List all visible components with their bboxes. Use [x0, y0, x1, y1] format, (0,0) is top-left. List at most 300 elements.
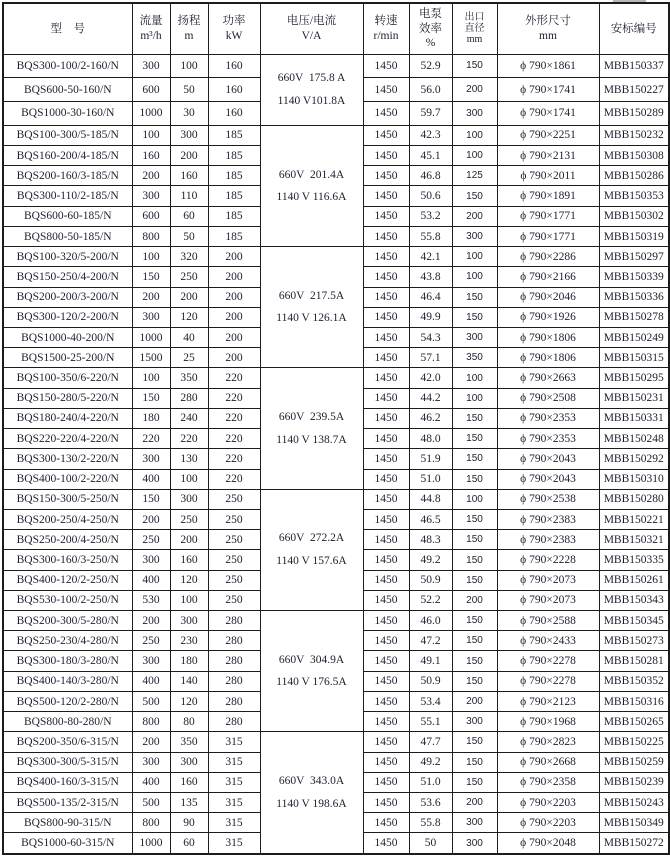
dimensions-cell: ϕ 790×2358	[497, 772, 599, 792]
speed-cell: 1450	[363, 550, 409, 570]
model-cell: BQS180-240/4-220/N	[3, 408, 132, 428]
head-cell: 320	[170, 247, 208, 267]
col-header-line: r/min	[373, 29, 399, 42]
dimensions-cell: ϕ 790×2353	[497, 408, 599, 428]
flow-cell: 800	[132, 226, 170, 246]
head-cell: 25	[170, 348, 208, 368]
col-header-line: 功率	[222, 15, 246, 28]
model-cell: BQS400-140/3-280/N	[3, 671, 132, 691]
efficiency-cell: 46.5	[409, 509, 452, 529]
model-cell: BQS150-250/4-200/N	[3, 267, 132, 287]
efficiency-cell: 53.6	[409, 793, 452, 813]
speed-cell: 1450	[363, 287, 409, 307]
dimensions-cell: ϕ 790×1806	[497, 327, 599, 347]
efficiency-cell: 55.8	[409, 813, 452, 833]
outlet-cell: 300	[452, 102, 497, 126]
voltage-line: 1140 V 176.5A	[276, 676, 347, 689]
outlet-cell: 150	[452, 408, 497, 428]
dimensions-cell: ϕ 790×1968	[497, 712, 599, 732]
efficiency-cell: 53.4	[409, 691, 452, 711]
col-header-line: 型 号	[50, 22, 85, 35]
flow-cell: 250	[132, 530, 170, 550]
model-cell: BQS1000-60-315/N	[3, 833, 132, 854]
flow-cell: 300	[132, 54, 170, 78]
power-cell: 200	[208, 327, 260, 347]
cert-cell: MBB150352	[599, 671, 669, 691]
col-header-line: 电压/电流	[286, 15, 337, 28]
outlet-cell: 300	[452, 813, 497, 833]
head-cell: 280	[170, 388, 208, 408]
head-cell: 100	[170, 590, 208, 610]
cert-cell: MBB150308	[599, 146, 669, 166]
head-cell: 110	[170, 186, 208, 206]
head-cell: 140	[170, 671, 208, 691]
flow-cell: 400	[132, 469, 170, 489]
outlet-cell: 100	[452, 267, 497, 287]
speed-cell: 1450	[363, 712, 409, 732]
head-cell: 80	[170, 712, 208, 732]
model-cell: BQS200-350/6-315/N	[3, 732, 132, 752]
model-cell: BQS800-50-185/N	[3, 226, 132, 246]
model-cell: BQS300-160/3-250/N	[3, 550, 132, 570]
voltage-line: 660V 343.0A	[278, 775, 345, 788]
col-header-efficiency	[409, 3, 452, 54]
col-header-line: 扬程	[177, 15, 201, 28]
voltage-current-cell	[260, 247, 363, 368]
model-cell: BQS300-180/3-280/N	[3, 651, 132, 671]
model-cell: BQS500-120/2-280/N	[3, 691, 132, 711]
table-row	[3, 732, 669, 752]
table-row	[3, 54, 669, 78]
cert-cell: MBB150297	[599, 247, 669, 267]
outlet-cell: 150	[452, 186, 497, 206]
model-cell: BQS800-80-280/N	[3, 712, 132, 732]
speed-cell: 1450	[363, 833, 409, 854]
outlet-cell: 150	[452, 530, 497, 550]
cert-cell: MBB150286	[599, 166, 669, 186]
dimensions-cell: ϕ 790×1741	[497, 102, 599, 126]
voltage-line: 660V 217.5A	[278, 289, 345, 302]
voltage-line: 1140 V101.8A	[277, 94, 346, 107]
col-header-line: %	[425, 36, 436, 49]
speed-cell: 1450	[363, 509, 409, 529]
efficiency-cell: 52.9	[409, 54, 452, 78]
outlet-cell: 100	[452, 388, 497, 408]
flow-cell: 400	[132, 772, 170, 792]
speed-cell: 1450	[363, 813, 409, 833]
col-header-line: 效率	[419, 22, 442, 35]
speed-cell: 1450	[363, 671, 409, 691]
power-cell: 250	[208, 570, 260, 590]
power-cell: 280	[208, 712, 260, 732]
voltage-line: 660V 304.9A	[278, 653, 345, 666]
model-cell: BQS100-300/5-185/N	[3, 125, 132, 145]
power-cell: 185	[208, 125, 260, 145]
outlet-cell: 150	[452, 732, 497, 752]
table-row	[3, 489, 669, 509]
col-header-cert	[599, 3, 669, 54]
outlet-cell: 150	[452, 54, 497, 78]
flow-cell: 200	[132, 732, 170, 752]
efficiency-cell: 46.4	[409, 287, 452, 307]
model-cell: BQS530-100/2-250/N	[3, 590, 132, 610]
speed-cell: 1450	[363, 590, 409, 610]
power-cell: 315	[208, 813, 260, 833]
table-row	[3, 368, 669, 388]
flow-cell: 500	[132, 691, 170, 711]
efficiency-cell: 51.9	[409, 449, 452, 469]
flow-cell: 600	[132, 206, 170, 226]
col-header-power	[208, 3, 260, 54]
model-cell: BQS150-280/5-220/N	[3, 388, 132, 408]
efficiency-cell: 44.8	[409, 489, 452, 509]
head-cell: 100	[170, 469, 208, 489]
cert-cell: MBB150248	[599, 429, 669, 449]
head-cell: 300	[170, 752, 208, 772]
cert-cell: MBB150232	[599, 125, 669, 145]
model-cell: BQS160-200/4-185/N	[3, 146, 132, 166]
pump-spec-table	[2, 2, 670, 855]
speed-cell: 1450	[363, 348, 409, 368]
dimensions-cell: ϕ 790×2383	[497, 530, 599, 550]
flow-cell: 200	[132, 611, 170, 631]
model-cell: BQS200-250/4-250/N	[3, 509, 132, 529]
outlet-cell: 300	[452, 712, 497, 732]
outlet-cell: 150	[452, 287, 497, 307]
cert-cell: MBB150273	[599, 631, 669, 651]
head-cell: 50	[170, 226, 208, 246]
voltage-line: 660V 175.8 A	[277, 72, 346, 85]
dimensions-cell: ϕ 790×2286	[497, 247, 599, 267]
dimensions-cell: ϕ 790×2663	[497, 368, 599, 388]
cert-cell: MBB150339	[599, 267, 669, 287]
speed-cell: 1450	[363, 611, 409, 631]
head-cell: 350	[170, 368, 208, 388]
cert-cell: MBB150221	[599, 509, 669, 529]
cert-cell: MBB150321	[599, 530, 669, 550]
power-cell: 250	[208, 590, 260, 610]
cert-cell: MBB150349	[599, 813, 669, 833]
cert-cell: MBB150292	[599, 449, 669, 469]
col-header-head	[170, 3, 208, 54]
cert-cell: MBB150261	[599, 570, 669, 590]
power-cell: 250	[208, 489, 260, 509]
power-cell: 200	[208, 348, 260, 368]
speed-cell: 1450	[363, 125, 409, 145]
voltage-current-cell	[260, 54, 363, 125]
efficiency-cell: 48.3	[409, 530, 452, 550]
cert-cell: MBB150319	[599, 226, 669, 246]
voltage-line: 1140 V 126.1A	[276, 312, 347, 325]
flow-cell: 1000	[132, 833, 170, 854]
outlet-cell: 200	[452, 691, 497, 711]
speed-cell: 1450	[363, 732, 409, 752]
head-cell: 120	[170, 570, 208, 590]
head-cell: 30	[170, 102, 208, 126]
speed-cell: 1450	[363, 327, 409, 347]
model-cell: BQS100-320/5-200/N	[3, 247, 132, 267]
efficiency-cell: 44.2	[409, 388, 452, 408]
dimensions-cell: ϕ 790×2228	[497, 550, 599, 570]
head-cell: 50	[170, 78, 208, 102]
model-cell: BQS200-160/3-185/N	[3, 166, 132, 186]
dimensions-cell: ϕ 790×2046	[497, 287, 599, 307]
cert-cell: MBB150239	[599, 772, 669, 792]
cert-cell: MBB150335	[599, 550, 669, 570]
head-cell: 135	[170, 793, 208, 813]
table-row	[3, 611, 669, 631]
dimensions-cell: ϕ 790×2433	[497, 631, 599, 651]
flow-cell: 300	[132, 752, 170, 772]
model-cell: BQS100-350/6-220/N	[3, 368, 132, 388]
outlet-cell: 150	[452, 651, 497, 671]
speed-cell: 1450	[363, 368, 409, 388]
dimensions-cell: ϕ 790×2043	[497, 449, 599, 469]
head-cell: 350	[170, 732, 208, 752]
outlet-cell: 300	[452, 327, 497, 347]
power-cell: 250	[208, 509, 260, 529]
power-cell: 280	[208, 611, 260, 631]
head-cell: 300	[170, 125, 208, 145]
flow-cell: 300	[132, 307, 170, 327]
power-cell: 160	[208, 54, 260, 78]
power-cell: 200	[208, 267, 260, 287]
flow-cell: 530	[132, 590, 170, 610]
voltage-line: 1140 V 157.6A	[276, 554, 347, 567]
dimensions-cell: ϕ 790×2383	[497, 509, 599, 529]
cert-cell: MBB150302	[599, 206, 669, 226]
power-cell: 280	[208, 631, 260, 651]
header-row	[3, 3, 669, 54]
model-cell: BQS200-300/5-280/N	[3, 611, 132, 631]
power-cell: 220	[208, 449, 260, 469]
flow-cell: 800	[132, 813, 170, 833]
dimensions-cell: ϕ 790×2123	[497, 691, 599, 711]
model-cell: BQS300-300/5-315/N	[3, 752, 132, 772]
dimensions-cell: ϕ 790×1926	[497, 307, 599, 327]
efficiency-cell: 52.2	[409, 590, 452, 610]
voltage-line: 1140 V 198.6A	[276, 797, 347, 810]
voltage-current-cell	[260, 125, 363, 246]
head-cell: 300	[170, 489, 208, 509]
speed-cell: 1450	[363, 631, 409, 651]
flow-cell: 400	[132, 671, 170, 691]
outlet-cell: 150	[452, 752, 497, 772]
flow-cell: 1500	[132, 348, 170, 368]
model-cell: BQS300-100/2-160/N	[3, 54, 132, 78]
power-cell: 160	[208, 78, 260, 102]
head-cell: 180	[170, 651, 208, 671]
efficiency-cell: 49.2	[409, 752, 452, 772]
dimensions-cell: ϕ 790×2538	[497, 489, 599, 509]
power-cell: 220	[208, 429, 260, 449]
outlet-cell: 200	[452, 78, 497, 102]
power-cell: 200	[208, 307, 260, 327]
outlet-cell: 150	[452, 509, 497, 529]
model-cell: BQS220-220/4-220/N	[3, 429, 132, 449]
speed-cell: 1450	[363, 307, 409, 327]
power-cell: 185	[208, 226, 260, 246]
model-cell: BQS1500-25-200/N	[3, 348, 132, 368]
outlet-cell: 150	[452, 671, 497, 691]
cert-cell: MBB150265	[599, 712, 669, 732]
model-cell: BQS150-300/5-250/N	[3, 489, 132, 509]
dimensions-cell: ϕ 790×2668	[497, 752, 599, 772]
efficiency-cell: 46.8	[409, 166, 452, 186]
voltage-current-cell	[260, 611, 363, 732]
power-cell: 220	[208, 408, 260, 428]
efficiency-cell: 43.8	[409, 267, 452, 287]
speed-cell: 1450	[363, 54, 409, 78]
dimensions-cell: ϕ 790×1771	[497, 226, 599, 246]
efficiency-cell: 47.2	[409, 631, 452, 651]
head-cell: 200	[170, 287, 208, 307]
speed-cell: 1450	[363, 267, 409, 287]
dimensions-cell: ϕ 790×1771	[497, 206, 599, 226]
outlet-cell: 300	[452, 226, 497, 246]
model-cell: BQS250-230/4-280/N	[3, 631, 132, 651]
dimensions-cell: ϕ 790×2203	[497, 793, 599, 813]
cert-cell: MBB150315	[599, 348, 669, 368]
col-header-flow	[132, 3, 170, 54]
cert-cell: MBB150295	[599, 368, 669, 388]
efficiency-cell: 46.2	[409, 408, 452, 428]
efficiency-cell: 50	[409, 833, 452, 854]
voltage-line: 660V 201.4A	[278, 168, 345, 181]
outlet-cell: 100	[452, 146, 497, 166]
cert-cell: MBB150280	[599, 489, 669, 509]
speed-cell: 1450	[363, 102, 409, 126]
cert-cell: MBB150345	[599, 611, 669, 631]
table-body	[3, 54, 669, 854]
col-header-model	[3, 3, 132, 54]
power-cell: 160	[208, 102, 260, 126]
cert-cell: MBB150343	[599, 590, 669, 610]
cert-cell: MBB150316	[599, 691, 669, 711]
cert-cell: MBB150231	[599, 388, 669, 408]
power-cell: 185	[208, 146, 260, 166]
power-cell: 220	[208, 368, 260, 388]
col-header-line: m³/h	[140, 29, 162, 42]
efficiency-cell: 48.0	[409, 429, 452, 449]
col-header-line: 直径	[464, 23, 485, 35]
dimensions-cell: ϕ 790×2278	[497, 651, 599, 671]
speed-cell: 1450	[363, 146, 409, 166]
speed-cell: 1450	[363, 226, 409, 246]
efficiency-cell: 57.1	[409, 348, 452, 368]
outlet-cell: 100	[452, 125, 497, 145]
model-cell: BQS300-110/2-185/N	[3, 186, 132, 206]
model-cell: BQS400-160/3-315/N	[3, 772, 132, 792]
efficiency-cell: 42.1	[409, 247, 452, 267]
power-cell: 220	[208, 469, 260, 489]
power-cell: 200	[208, 247, 260, 267]
power-cell: 315	[208, 833, 260, 854]
dimensions-cell: ϕ 790×2073	[497, 590, 599, 610]
table-row	[3, 247, 669, 267]
outlet-cell: 200	[452, 206, 497, 226]
power-cell: 315	[208, 732, 260, 752]
power-cell: 185	[208, 206, 260, 226]
col-header-line: 安标编号	[610, 22, 657, 35]
efficiency-cell: 42.3	[409, 125, 452, 145]
power-cell: 280	[208, 671, 260, 691]
cert-cell: MBB150225	[599, 732, 669, 752]
outlet-cell: 150	[452, 611, 497, 631]
head-cell: 250	[170, 267, 208, 287]
speed-cell: 1450	[363, 206, 409, 226]
efficiency-cell: 55.1	[409, 712, 452, 732]
outlet-cell: 150	[452, 550, 497, 570]
flow-cell: 150	[132, 489, 170, 509]
efficiency-cell: 42.0	[409, 368, 452, 388]
cert-cell: MBB150278	[599, 307, 669, 327]
flow-cell: 300	[132, 449, 170, 469]
speed-cell: 1450	[363, 793, 409, 813]
outlet-cell: 200	[452, 793, 497, 813]
outlet-cell: 150	[452, 570, 497, 590]
power-cell: 200	[208, 287, 260, 307]
flow-cell: 300	[132, 651, 170, 671]
voltage-line: 1140 V 138.7A	[276, 433, 347, 446]
table-header	[3, 3, 669, 54]
flow-cell: 220	[132, 429, 170, 449]
model-cell: BQS600-60-185/N	[3, 206, 132, 226]
speed-cell: 1450	[363, 429, 409, 449]
efficiency-cell: 53.2	[409, 206, 452, 226]
dimensions-cell: ϕ 790×2823	[497, 732, 599, 752]
speed-cell: 1450	[363, 449, 409, 469]
outlet-cell: 200	[452, 590, 497, 610]
efficiency-cell: 49.9	[409, 307, 452, 327]
flow-cell: 300	[132, 550, 170, 570]
head-cell: 220	[170, 429, 208, 449]
cert-cell: MBB150336	[599, 287, 669, 307]
outlet-cell: 100	[452, 489, 497, 509]
efficiency-cell: 50.6	[409, 186, 452, 206]
head-cell: 160	[170, 550, 208, 570]
outlet-cell: 100	[452, 247, 497, 267]
flow-cell: 200	[132, 287, 170, 307]
efficiency-cell: 47.7	[409, 732, 452, 752]
cert-cell: MBB150272	[599, 833, 669, 854]
dimensions-cell: ϕ 790×1806	[497, 348, 599, 368]
outlet-cell: 150	[452, 307, 497, 327]
dimensions-cell: ϕ 790×1861	[497, 54, 599, 78]
head-cell: 300	[170, 611, 208, 631]
col-header-line: 出口	[464, 11, 485, 23]
col-header-line: 流量	[139, 15, 163, 28]
efficiency-cell: 50.9	[409, 570, 452, 590]
outlet-cell: 350	[452, 348, 497, 368]
col-header-line: mm	[466, 34, 483, 46]
power-cell: 315	[208, 752, 260, 772]
col-header-line: 电泵	[419, 8, 442, 21]
power-cell: 250	[208, 550, 260, 570]
flow-cell: 1000	[132, 102, 170, 126]
model-cell: BQS300-130/2-220/N	[3, 449, 132, 469]
outlet-cell: 150	[452, 429, 497, 449]
power-cell: 185	[208, 166, 260, 186]
speed-cell: 1450	[363, 166, 409, 186]
col-header-dimensions	[497, 3, 599, 54]
power-cell: 280	[208, 691, 260, 711]
voltage-line: 1140 V 116.6A	[276, 190, 347, 203]
speed-cell: 1450	[363, 78, 409, 102]
speed-cell: 1450	[363, 772, 409, 792]
col-header-voltage	[260, 3, 363, 54]
cert-cell: MBB150310	[599, 469, 669, 489]
